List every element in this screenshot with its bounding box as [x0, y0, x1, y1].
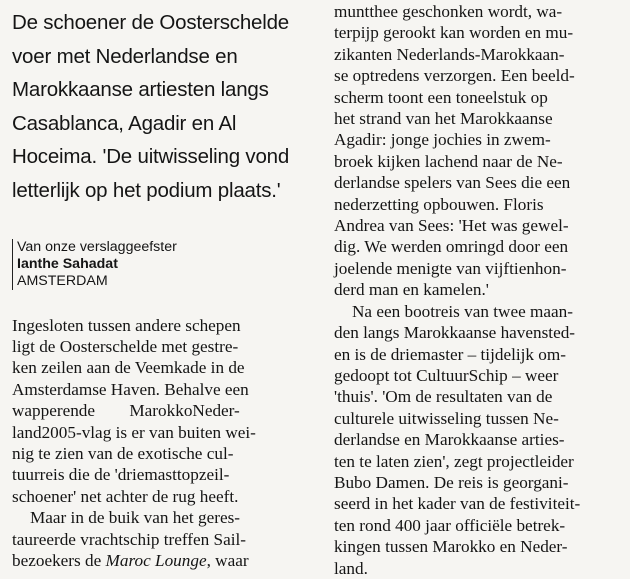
body-line: ken zeilen aan de Veemkade in de	[12, 358, 245, 378]
body-line: land.	[334, 558, 368, 578]
body-line: gedoopt tot CultuurSchip – weer	[334, 365, 559, 385]
lead-line: Hoceima. 'De uitwisseling vond	[12, 145, 290, 169]
body-line: den langs Marokkaanse havensted-	[334, 323, 576, 343]
body-line: Na een bootreis van twee maan-	[352, 301, 573, 321]
body-line: Ingesloten tussen andere schepen	[12, 315, 241, 335]
body-line: se optredens verzorgen. Een beeld-	[334, 66, 575, 86]
lead-line: Casablanca, Agadir en Al	[12, 111, 237, 135]
body-line: ten rond 400 jaar officiële betrek-	[334, 515, 566, 535]
lead-paragraph	[12, 0, 310, 208]
body-line: derlandse spelers van Sees die een	[334, 173, 571, 193]
lead-line: Marokkaanse artiesten langs	[12, 78, 269, 102]
lead-line: De schoener de Oosterschelde	[12, 11, 290, 34]
body-line: culturele uitwisseling tussen Ne-	[334, 408, 559, 428]
body-line: Amsterdamse Haven. Behalve een	[12, 379, 249, 399]
lead-line: letterlijk op het podium plaats.'	[12, 178, 281, 202]
body-line: Maar in de buik van het geres-	[30, 508, 240, 528]
body-line: scherm toont een toneelstuk op	[334, 87, 548, 107]
author-name: Ianthe Sahadat	[17, 255, 118, 272]
body-line: 'thuis'. 'Om de resultaten van de	[334, 387, 553, 407]
body-line: Agadir: jonge jochies in zwem-	[334, 130, 551, 150]
lead-line: voer met Nederlandse en	[12, 44, 238, 68]
body-line: kingen tussen Marokko en Neder-	[334, 537, 568, 557]
body-line: en is de driemaster – tijdelijk om-	[334, 344, 566, 364]
body-line: Bubo Damen. De reis is georgani-	[334, 472, 569, 492]
body-line: bezoekers de Maroc Lounge, waar	[12, 551, 249, 571]
body-line: seerd in het kader van de festiviteit-	[334, 494, 581, 514]
body-line: ligt de Oosterschelde met gestre-	[12, 336, 239, 356]
body-text-left	[12, 315, 310, 572]
body-line: joelende menigte van vijftienhon-	[334, 258, 567, 278]
body-text-right	[334, 1, 620, 579]
body-line: het strand van het Marokkaanse	[334, 109, 553, 129]
body-line: zikanten Nederlands-Marokkaan-	[334, 44, 565, 64]
body-line: muntthee geschonken wordt, wa-	[334, 2, 563, 21]
lounge-name: Maroc Lounge	[105, 551, 207, 571]
body-line: derlandse en Marokkaanse arties-	[334, 430, 565, 450]
dateline-location: AMSTERDAM	[17, 272, 108, 289]
byline	[12, 239, 310, 290]
body-line: schoener' net achter de rug heeft.	[12, 486, 239, 506]
left-column	[12, 0, 310, 571]
body-line: taureerde vrachtschip treffen Sail-	[12, 529, 246, 549]
body-line: dig. We werden omringd door een	[334, 237, 569, 257]
body-line: land2005-vlag is er van buiten wei-	[12, 422, 256, 442]
body-line: Andrea van Sees: 'Het was gewel-	[334, 216, 569, 236]
body-line: tuurreis die de 'driemasttopzeil-	[12, 465, 230, 485]
body-line: terpijp gerookt kan worden en mu-	[334, 23, 574, 43]
body-line: nig te zien van de exotische cul-	[12, 444, 234, 463]
body-line: wapperende MarokkoNeder-	[12, 401, 240, 421]
body-line: broek kijken lachend naar de Ne-	[334, 151, 563, 171]
body-line: derd man en kamelen.'	[334, 280, 489, 300]
body-line: ten te laten zien', zegt projectleider	[334, 451, 574, 471]
body-line: nederzetting opbouwen. Floris	[334, 194, 544, 214]
right-column	[334, 0, 620, 579]
byline-intro: Van onze verslaggeefster	[17, 238, 177, 255]
